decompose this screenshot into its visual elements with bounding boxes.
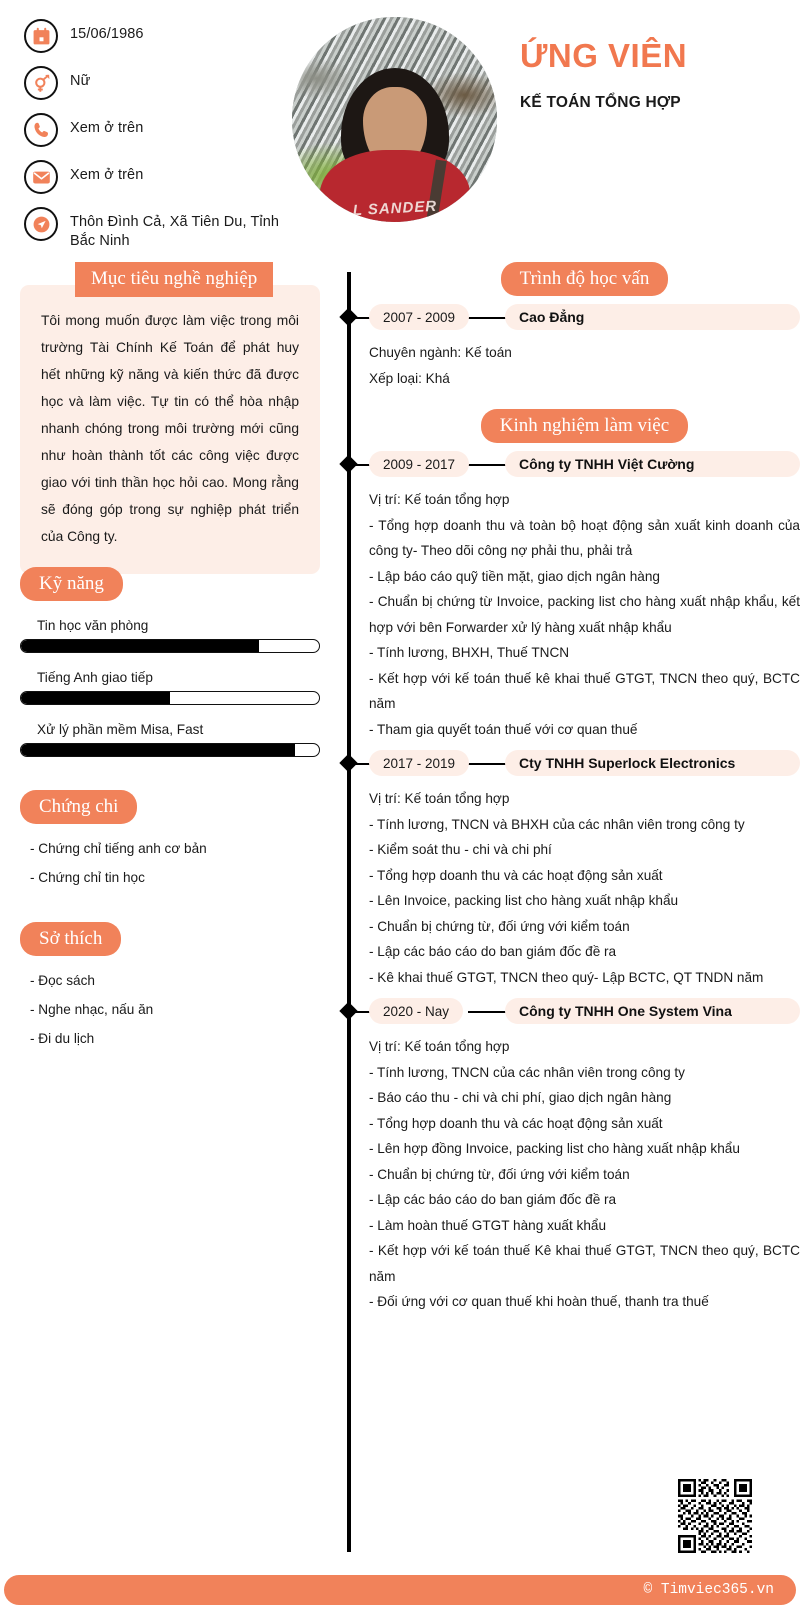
contact-row-email: [24, 159, 289, 197]
experience-org: Công ty TNHH Việt Cường: [505, 451, 800, 477]
experience-entry: [333, 451, 800, 742]
experience-details: [369, 1024, 800, 1315]
location-icon: [24, 207, 58, 241]
timeline-stub: [355, 1011, 370, 1013]
contact-value-address: Thôn Đình Cả, Xã Tiên Du, Tỉnh Bắc Ninh: [70, 214, 280, 249]
list-item: - Đọc sách: [30, 973, 95, 988]
detail-line: - Lên hợp đồng Invoice, packing list cho hàng xuất nhập khẩu: [369, 1141, 740, 1156]
cv-header: [0, 0, 800, 262]
experience-details: [369, 477, 800, 742]
skill-bar-fill: [21, 692, 170, 704]
certificates-section: [20, 790, 320, 896]
detail-line: Vị trí: Kế toán tổng hợp: [369, 791, 510, 806]
footer-bar: [4, 1575, 796, 1605]
contact-row-phone: [24, 112, 289, 150]
skill-item: [20, 618, 320, 653]
timeline-stub: [355, 763, 370, 765]
skill-bar-fill: [21, 744, 295, 756]
detail-line: - Lập báo cáo quỹ tiền mặt, giao dịch ngân hàng: [369, 568, 660, 584]
cv-body: [0, 262, 800, 1552]
detail-line: - Tổng hợp doanh thu và toàn bộ hoạt động sản xuất kinh doanh của công ty- Theo dõi công nợ phải thu, phải trả: [369, 517, 800, 558]
hobbies-heading: Sở thích: [20, 922, 121, 956]
detail-line: - Chuẩn bị chứng từ, đối ứng với kiểm toán: [369, 918, 630, 934]
name-block: [520, 36, 785, 112]
skill-bar-track: [20, 743, 320, 757]
detail-line: Xếp loại: Khá: [369, 370, 450, 386]
detail-line: - Báo cáo thu - chi và chi phí, giao dịch ngân hàng: [369, 1090, 672, 1105]
experience-org: Công ty TNHH One System Vina: [505, 998, 800, 1024]
qr-code-icon: [678, 1479, 752, 1553]
detail-line: - Kết hợp với kế toán thuế Kê khai thuế GTGT, TNCN theo quý, BCTC năm: [369, 1243, 800, 1284]
objective-section: [0, 262, 330, 558]
skill-label: Xử lý phần mềm Misa, Fast: [37, 722, 204, 737]
list-item: - Đi du lịch: [30, 1031, 95, 1046]
contact-value-phone: Xem ở trên: [70, 120, 144, 136]
email-icon: [24, 160, 58, 194]
objective-heading: Mục tiêu nghề nghiệp: [75, 262, 273, 297]
experience-org: Cty TNHH Superlock Electronics: [505, 750, 800, 776]
experience-date: 2009 - 2017: [369, 451, 469, 477]
skills-section: [20, 567, 320, 757]
detail-line: - Chuẩn bị chứng từ, đối ứng với kiểm toán: [369, 1166, 630, 1182]
avatar-shirt-text: L SANDER: [351, 197, 438, 220]
experience-details: [369, 776, 800, 990]
contact-value-email: Xem ở trên: [70, 167, 144, 183]
detail-line: - Tính lương, BHXH, Thuế TNCN: [369, 645, 570, 660]
candidate-name: ỨNG VIÊN: [520, 37, 688, 74]
detail-line: - Tổng hợp doanh thu và các hoạt động sản xuất: [369, 1115, 663, 1131]
experience-heading: Kinh nghiệm làm việc: [481, 409, 688, 443]
skill-label: Tiếng Anh giao tiếp: [37, 670, 153, 685]
detail-line: Vị trí: Kế toán tổng hợp: [369, 1039, 510, 1054]
timeline-stub: [355, 464, 370, 466]
detail-line: - Kê khai thuế GTGT, TNCN theo quý- Lập BCTC, QT TNDN năm: [369, 969, 764, 985]
education-org: Cao Đẳng: [505, 304, 800, 330]
timeline-row: [333, 304, 800, 330]
skill-item: [20, 670, 320, 705]
contact-row-address: [24, 206, 289, 251]
avatar: [292, 17, 497, 222]
experience-heading-wrap: [333, 409, 800, 443]
education-entry: [333, 304, 800, 391]
right-column: [333, 262, 800, 1315]
detail-line: - Tính lương, TNCN của các nhân viên trong công ty: [369, 1064, 685, 1080]
timeline-row: [333, 998, 800, 1024]
detail-line: Vị trí: Kế toán tổng hợp: [369, 492, 510, 507]
detail-line: Chuyên ngành: Kế toán: [369, 345, 512, 360]
footer-credit: © Timviec365.vn: [643, 1582, 774, 1598]
candidate-role: KẾ TOÁN TỔNG HỢP: [520, 94, 681, 111]
detail-line: - Lập các báo cáo do ban giám đốc đề ra: [369, 1192, 617, 1207]
education-heading-wrap: [333, 262, 800, 296]
contact-list: [24, 18, 289, 260]
detail-line: - Lập các báo cáo do ban giám đốc đề ra: [369, 944, 617, 959]
experience-date: 2017 - 2019: [369, 750, 469, 776]
detail-line: - Tổng hợp doanh thu và các hoạt động sản xuất: [369, 867, 663, 883]
skill-label: Tin học văn phòng: [37, 618, 149, 633]
detail-line: - Chuẩn bị chứng từ Invoice, packing list cho hàng xuất nhập khẩu, kết hợp với bên Forwarder xử lý hàng xuất nhập khẩu: [369, 594, 800, 635]
detail-line: - Kiểm soát thu - chi và chi phí: [369, 842, 552, 857]
experience-entry: [333, 998, 800, 1315]
phone-icon: [24, 113, 58, 147]
timeline-row: [333, 750, 800, 776]
list-item: - Chứng chỉ tiếng anh cơ bản: [30, 841, 207, 856]
timeline-row: [333, 451, 800, 477]
certificates-heading: Chứng chi: [20, 790, 137, 824]
experience-entry: [333, 750, 800, 990]
gender-icon: [24, 66, 58, 100]
left-column: [0, 262, 330, 1046]
detail-line: - Tính lương, TNCN và BHXH của các nhân viên trong công ty: [369, 816, 745, 832]
detail-line: - Kết hợp với kế toán thuế kê khai thuế GTGT, TNCN theo quý, BCTC năm: [369, 670, 800, 711]
hobbies-list: [20, 970, 320, 1049]
objective-box: [20, 285, 320, 574]
detail-line: - Tham gia quyết toán thuế với cơ quan thuế: [369, 721, 638, 737]
contact-value-birthdate: 15/06/1986: [70, 26, 144, 42]
objective-text: Tôi mong muốn được làm việc trong môi trường Tài Chính Kế Toán để phát huy hết những kỹ năng và kiến thức đã được học và làm việc. Tự tin có thể hòa nhập nhanh chóng trong môi trường mới cũng như hoàn thành tốt các công việc được giao với tinh thần học hỏi cao. Mong rằng sẽ đóng góp trong sự nghiệp phát triển của Công ty.: [41, 313, 299, 544]
contact-value-gender: Nữ: [70, 73, 91, 89]
experience-date: 2020 - Nay: [369, 998, 463, 1024]
skill-bar-fill: [21, 640, 259, 652]
education-details: [369, 330, 800, 391]
certificates-list: [20, 838, 320, 888]
hobbies-section: [20, 922, 320, 1057]
skill-bar-track: [20, 639, 320, 653]
calendar-icon: [24, 19, 58, 53]
detail-line: - Đối ứng với cơ quan thuế khi hoàn thuế, thanh tra thuế: [369, 1294, 709, 1309]
list-item: - Chứng chỉ tin học: [30, 870, 145, 885]
detail-line: - Lên Invoice, packing list cho hàng xuất nhập khẩu: [369, 893, 679, 908]
contact-row-birthdate: [24, 18, 289, 56]
detail-line: - Làm hoàn thuế GTGT hàng xuất khẩu: [369, 1217, 607, 1233]
list-item: - Nghe nhạc, nấu ăn: [30, 1002, 154, 1017]
education-heading: Trình độ học vấn: [501, 262, 669, 296]
education-date: 2007 - 2009: [369, 304, 469, 330]
skills-heading: Kỹ năng: [20, 567, 123, 601]
timeline-stub: [355, 317, 370, 319]
skill-item: [20, 722, 320, 757]
skill-bar-track: [20, 691, 320, 705]
contact-row-gender: [24, 65, 289, 103]
